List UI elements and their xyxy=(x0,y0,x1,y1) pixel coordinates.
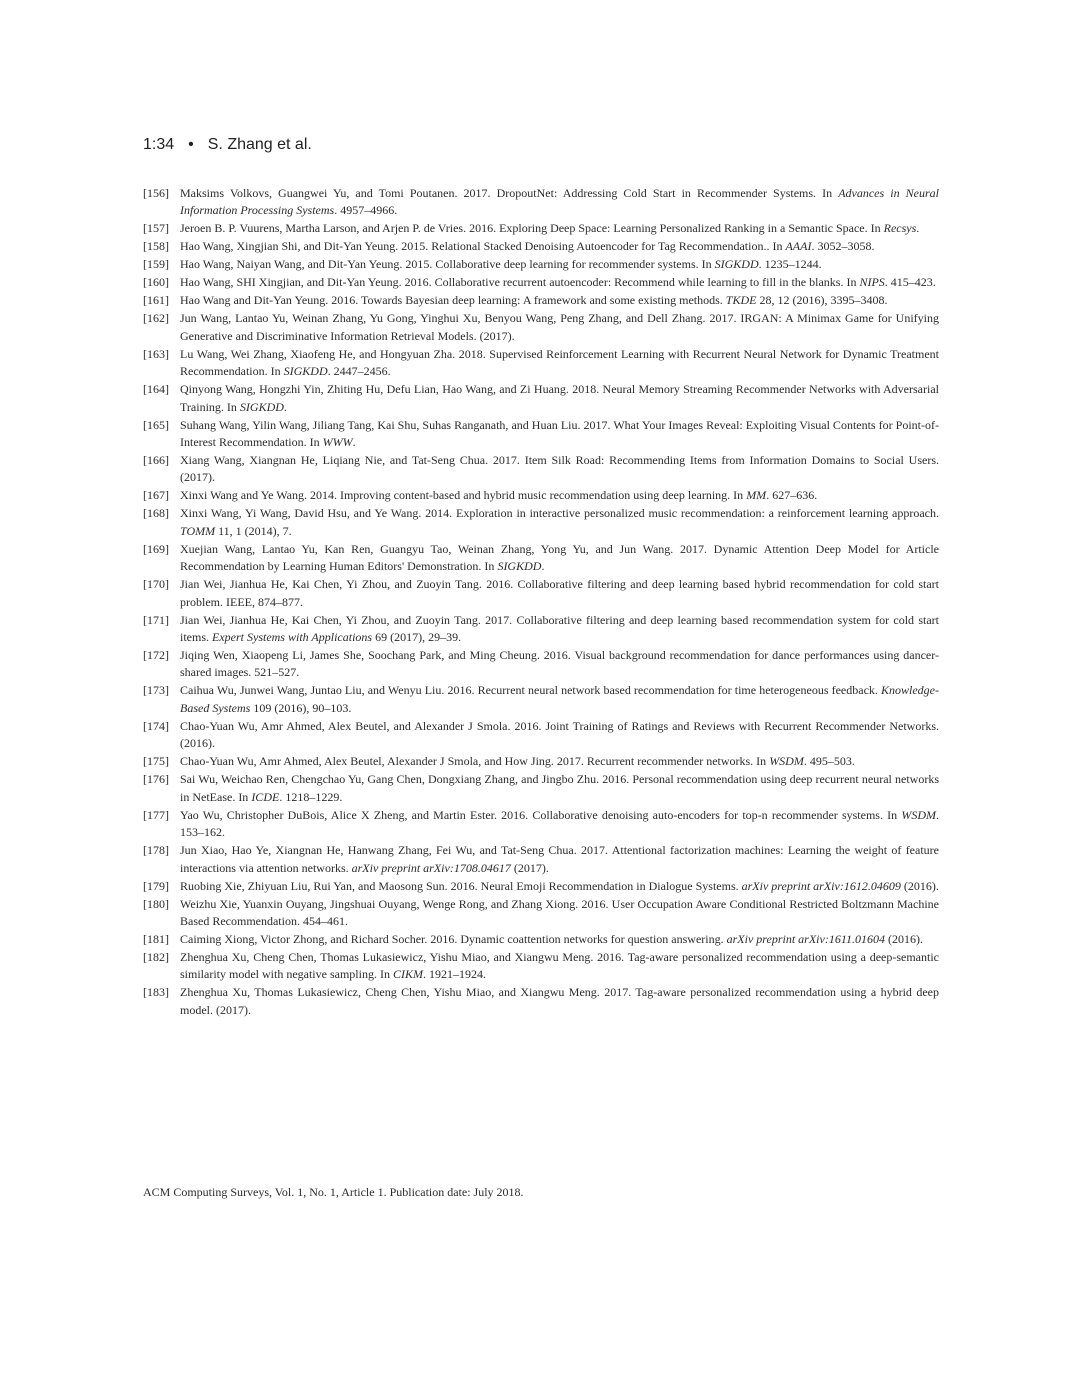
reference-number: [171] xyxy=(143,612,169,627)
reference-number: [172] xyxy=(143,648,169,663)
reference-text: Sai Wu, Weichao Ren, Chengchao Yu, Gang Chen, Dongxiang Zhang, and Jingbo Zhu. 2016. Personal recommendation using deep recurrent neural networks in NetEase. In xyxy=(180,772,939,804)
page-footer: ACM Computing Surveys, Vol. 1, No. 1, Article 1. Publication date: July 2018. xyxy=(143,1185,524,1199)
reference-entry xyxy=(143,931,939,948)
reference-venue: SIGKDD xyxy=(239,399,284,414)
reference-entry xyxy=(143,185,939,220)
reference-entry xyxy=(143,878,939,895)
reference-text: Chao-Yuan Wu, Amr Ahmed, Alex Beutel, Alexander J Smola, and How Jing. 2017. Recurrent recommender networks. In xyxy=(180,754,770,769)
reference-number: [170] xyxy=(143,577,169,592)
reference-number: [159] xyxy=(143,257,169,272)
reference-entry xyxy=(143,505,939,540)
reference-tail: 109 (2016), 90–103. xyxy=(250,700,352,715)
reference-text: Weizhu Xie, Yuanxin Ouyang, Jingshuai Ouyang, Wenge Rong, and Zhang Xiong. 2016. User Occupation Aware Conditional Restricted Boltzmann Machine Based Recommendation. 454–461. xyxy=(180,896,939,928)
reference-entry xyxy=(143,310,939,345)
reference-text: Xinxi Wang, Yi Wang, David Hsu, and Ye Wang. 2014. Exploration in interactive personalized music recommendation: a reinforcement learning approach. xyxy=(180,506,939,521)
reference-tail: 11, 1 (2014), 7. xyxy=(215,523,292,538)
reference-text: Hao Wang, Xingjian Shi, and Dit-Yan Yeung. 2015. Relational Stacked Denoising Autoencoder for Tag Recommendation.. In xyxy=(180,239,786,254)
reference-entry xyxy=(143,984,939,1019)
reference-venue: SIGKDD xyxy=(714,257,759,272)
reference-text: Xuejian Wang, Lantao Yu, Kan Ren, Guangyu Tao, Weinan Zhang, Yong Yu, and Jun Wang. 2017. Dynamic Attention Deep Model for Article Recommendation by Learning Human Editors' Demonstration. In xyxy=(180,541,939,574)
reference-text: Yao Wu, Christopher DuBois, Alice X Zheng, and Martin Ester. 2016. Collaborative denoising auto-encoders for top-n recommender systems. In xyxy=(180,807,902,822)
reference-tail: . 153–162. xyxy=(180,807,939,840)
reference-venue: Expert Systems with Applications xyxy=(212,630,373,645)
reference-entry xyxy=(143,682,939,717)
reference-venue: Advances in Neural Information Processing Systems xyxy=(180,186,939,218)
reference-tail: . 1235–1244. xyxy=(758,257,822,272)
reference-entry xyxy=(143,256,939,273)
reference-list xyxy=(143,185,939,1020)
reference-entry xyxy=(143,487,939,504)
reference-tail: . 1218–1229. xyxy=(279,789,343,804)
reference-entry xyxy=(143,220,939,237)
reference-entry xyxy=(143,842,939,877)
reference-tail: . 1921–1924. xyxy=(422,967,486,982)
reference-venue: ICDE xyxy=(251,789,280,804)
reference-text: Xinxi Wang and Ye Wang. 2014. Improving content-based and hybrid music recommendation using deep learning. In xyxy=(180,488,747,503)
page-number: 1:34 xyxy=(143,136,175,153)
reference-text: Maksims Volkovs, Guangwei Yu, and Tomi Poutanen. 2017. DropoutNet: Addressing Cold Start in Recommender Systems. In xyxy=(180,186,839,200)
reference-tail: . xyxy=(916,221,920,236)
reference-text: Caiming Xiong, Victor Zhong, and Richard Socher. 2016. Dynamic coattention networks for question answering. xyxy=(180,931,727,946)
reference-tail: . 2447–2456. xyxy=(327,364,391,379)
reference-number: [161] xyxy=(143,293,169,308)
reference-entry xyxy=(143,238,939,255)
reference-text: Jeroen B. P. Vuurens, Martha Larson, and Arjen P. de Vries. 2016. Exploring Deep Space: Learning Personalized Ranking in a Semantic Space. In xyxy=(180,221,884,236)
reference-text: Jiqing Wen, Xiaopeng Li, James She, Soochang Park, and Ming Cheung. 2016. Visual background recommendation for dance performances using dancer-shared images. 521–527. xyxy=(180,648,939,680)
reference-entry xyxy=(143,771,939,806)
reference-tail: . xyxy=(541,559,545,574)
reference-venue: arXiv preprint arXiv:1611.01604 xyxy=(726,931,885,946)
reference-entry xyxy=(143,753,939,770)
reference-entry xyxy=(143,417,939,452)
reference-number: [165] xyxy=(143,417,169,432)
reference-entry xyxy=(143,274,939,291)
reference-number: [174] xyxy=(143,718,169,733)
reference-venue: SIGKDD xyxy=(497,559,542,574)
reference-venue: Knowledge-Based Systems xyxy=(180,683,939,715)
reference-entry xyxy=(143,541,939,576)
reference-venue: AAAI xyxy=(785,239,812,254)
reference-text: Jian Wei, Jianhua He, Kai Chen, Yi Zhou, and Zuoyin Tang. 2016. Collaborative filtering and deep learning based hybrid recommendation for cold start problem. IEEE, 874–877. xyxy=(180,577,939,609)
reference-number: [163] xyxy=(143,346,169,361)
reference-tail: (2017). xyxy=(510,860,549,875)
reference-entry xyxy=(143,949,939,984)
reference-venue: WSDM xyxy=(901,807,936,822)
reference-number: [176] xyxy=(143,772,169,787)
reference-number: [181] xyxy=(143,931,169,946)
reference-entry xyxy=(143,292,939,309)
reference-text: Caihua Wu, Junwei Wang, Juntao Liu, and Wenyu Liu. 2016. Recurrent neural network based recommendation for time heterogeneous feedback. xyxy=(180,683,881,698)
reference-number: [178] xyxy=(143,843,169,858)
reference-number: [169] xyxy=(143,541,169,556)
reference-text: Hao Wang, SHI Xingjian, and Dit-Yan Yeung. 2016. Collaborative recurrent autoencoder: Recommend while learning to fill in the blanks. In xyxy=(180,275,860,290)
reference-text: Suhang Wang, Yilin Wang, Jiliang Tang, Kai Shu, Suhas Ranganath, and Huan Liu. 2017. What Your Images Reveal: Exploiting Visual Contents for Point-of-Interest Recommendation. In xyxy=(180,417,939,450)
reference-number: [175] xyxy=(143,754,169,769)
reference-entry xyxy=(143,647,939,682)
reference-text: Zhenghua Xu, Thomas Lukasiewicz, Cheng Chen, Yishu Miao, and Xiangwu Meng. 2017. Tag-aware personalized recommendation using a hybrid deep model. (2017). xyxy=(180,985,939,1017)
reference-number: [167] xyxy=(143,488,169,503)
reference-text: Jun Xiao, Hao Ye, Xiangnan He, Hanwang Zhang, Fei Wu, and Tat-Seng Chua. 2017. Attentional factorization machines: Learning the weight of feature interactions via attention networks. xyxy=(180,843,939,875)
reference-number: [157] xyxy=(143,221,169,236)
reference-tail: 28, 12 (2016), 3395–3408. xyxy=(756,293,888,308)
reference-venue: MM xyxy=(746,488,767,503)
reference-text: Hao Wang and Dit-Yan Yeung. 2016. Towards Bayesian deep learning: A framework and some existing methods. xyxy=(180,293,726,308)
reference-venue: NIPS xyxy=(859,275,885,290)
reference-entry xyxy=(143,346,939,381)
reference-entry xyxy=(143,452,939,487)
reference-entry xyxy=(143,612,939,647)
running-header xyxy=(143,136,312,154)
running-authors: S. Zhang et al. xyxy=(207,136,312,153)
reference-number: [164] xyxy=(143,382,169,397)
reference-tail: . 3052–3058. xyxy=(811,239,875,254)
reference-number: [166] xyxy=(143,453,169,468)
reference-text: Ruobing Xie, Zhiyuan Liu, Rui Yan, and Maosong Sun. 2016. Neural Emoji Recommendation in Dialogue Systems. xyxy=(180,878,742,893)
reference-number: [173] xyxy=(143,683,169,698)
reference-tail: . 627–636. xyxy=(766,488,818,503)
reference-text: Lu Wang, Wei Zhang, Xiaofeng He, and Hongyuan Zha. 2018. Supervised Reinforcement Learning with Recurrent Neural Network for Dynamic Treatment Recommendation. In xyxy=(180,346,939,379)
reference-number: [156] xyxy=(143,186,169,200)
reference-text: Hao Wang, Naiyan Wang, and Dit-Yan Yeung. 2015. Collaborative deep learning for recommender systems. In xyxy=(180,257,715,272)
reference-tail: . 415–423. xyxy=(884,275,936,290)
reference-venue: TKDE xyxy=(725,293,757,308)
reference-number: [180] xyxy=(143,896,169,911)
reference-tail: 69 (2017), 29–39. xyxy=(372,630,462,645)
reference-text: Jun Wang, Lantao Yu, Weinan Zhang, Yu Gong, Yinghui Xu, Benyou Wang, Peng Zhang, and Dell Zhang. 2017. IRGAN: A Minimax Game for Unifying Generative and Discriminative Information Retrieval Models. (2017). xyxy=(180,311,939,343)
reference-venue: CIKM xyxy=(392,967,423,982)
reference-venue: arXiv preprint arXiv:1708.04617 xyxy=(351,860,511,875)
reference-tail: . 4957–4966. xyxy=(334,203,398,218)
reference-entry xyxy=(143,381,939,416)
reference-tail: . 495–503. xyxy=(803,754,855,769)
reference-number: [160] xyxy=(143,275,169,290)
reference-venue: SIGKDD xyxy=(283,364,328,379)
reference-number: [182] xyxy=(143,949,169,964)
reference-entry xyxy=(143,807,939,842)
reference-number: [168] xyxy=(143,506,169,521)
reference-number: [177] xyxy=(143,807,169,822)
reference-venue: WSDM xyxy=(769,754,804,769)
reference-venue: arXiv preprint arXiv:1612.04609 xyxy=(741,878,901,893)
reference-venue: TOMM xyxy=(180,523,216,538)
reference-text: Jian Wei, Jianhua He, Kai Chen, Yi Zhou, and Zuoyin Tang. 2017. Collaborative filtering and deep learning based recommendation system for cold start items. xyxy=(180,612,939,645)
reference-entry xyxy=(143,718,939,753)
reference-text: Qinyong Wang, Hongzhi Yin, Zhiting Hu, Defu Lian, Hao Wang, and Zi Huang. 2018. Neural Memory Streaming Recommender Networks with Adversarial Training. In xyxy=(180,382,939,414)
reference-tail: (2016). xyxy=(884,931,923,946)
reference-venue: WWW xyxy=(322,435,353,450)
reference-number: [183] xyxy=(143,985,169,1000)
reference-number: [162] xyxy=(143,311,169,326)
reference-text: Chao-Yuan Wu, Amr Ahmed, Alex Beutel, and Alexander J Smola. 2016. Joint Training of Ratings and Reviews with Recurrent Recommender Networks. (2016). xyxy=(180,718,939,751)
reference-tail: . xyxy=(352,435,356,450)
reference-tail: . xyxy=(283,399,287,414)
reference-entry xyxy=(143,576,939,611)
reference-venue: Recsys xyxy=(883,221,917,236)
reference-text: Xiang Wang, Xiangnan He, Liqiang Nie, and Tat-Seng Chua. 2017. Item Silk Road: Recommending Items from Information Domains to Social Users. (2017). xyxy=(180,453,939,485)
reference-text: Zhenghua Xu, Cheng Chen, Thomas Lukasiewicz, Yishu Miao, and Xiangwu Meng. 2016. Tag-aware personalized recommendation using a deep-semantic similarity model with negative sampling. In xyxy=(180,949,939,982)
reference-number: [158] xyxy=(143,239,169,254)
reference-number: [179] xyxy=(143,878,169,893)
header-separator: • xyxy=(188,136,194,153)
reference-tail: (2016). xyxy=(900,878,939,893)
reference-entry xyxy=(143,896,939,931)
